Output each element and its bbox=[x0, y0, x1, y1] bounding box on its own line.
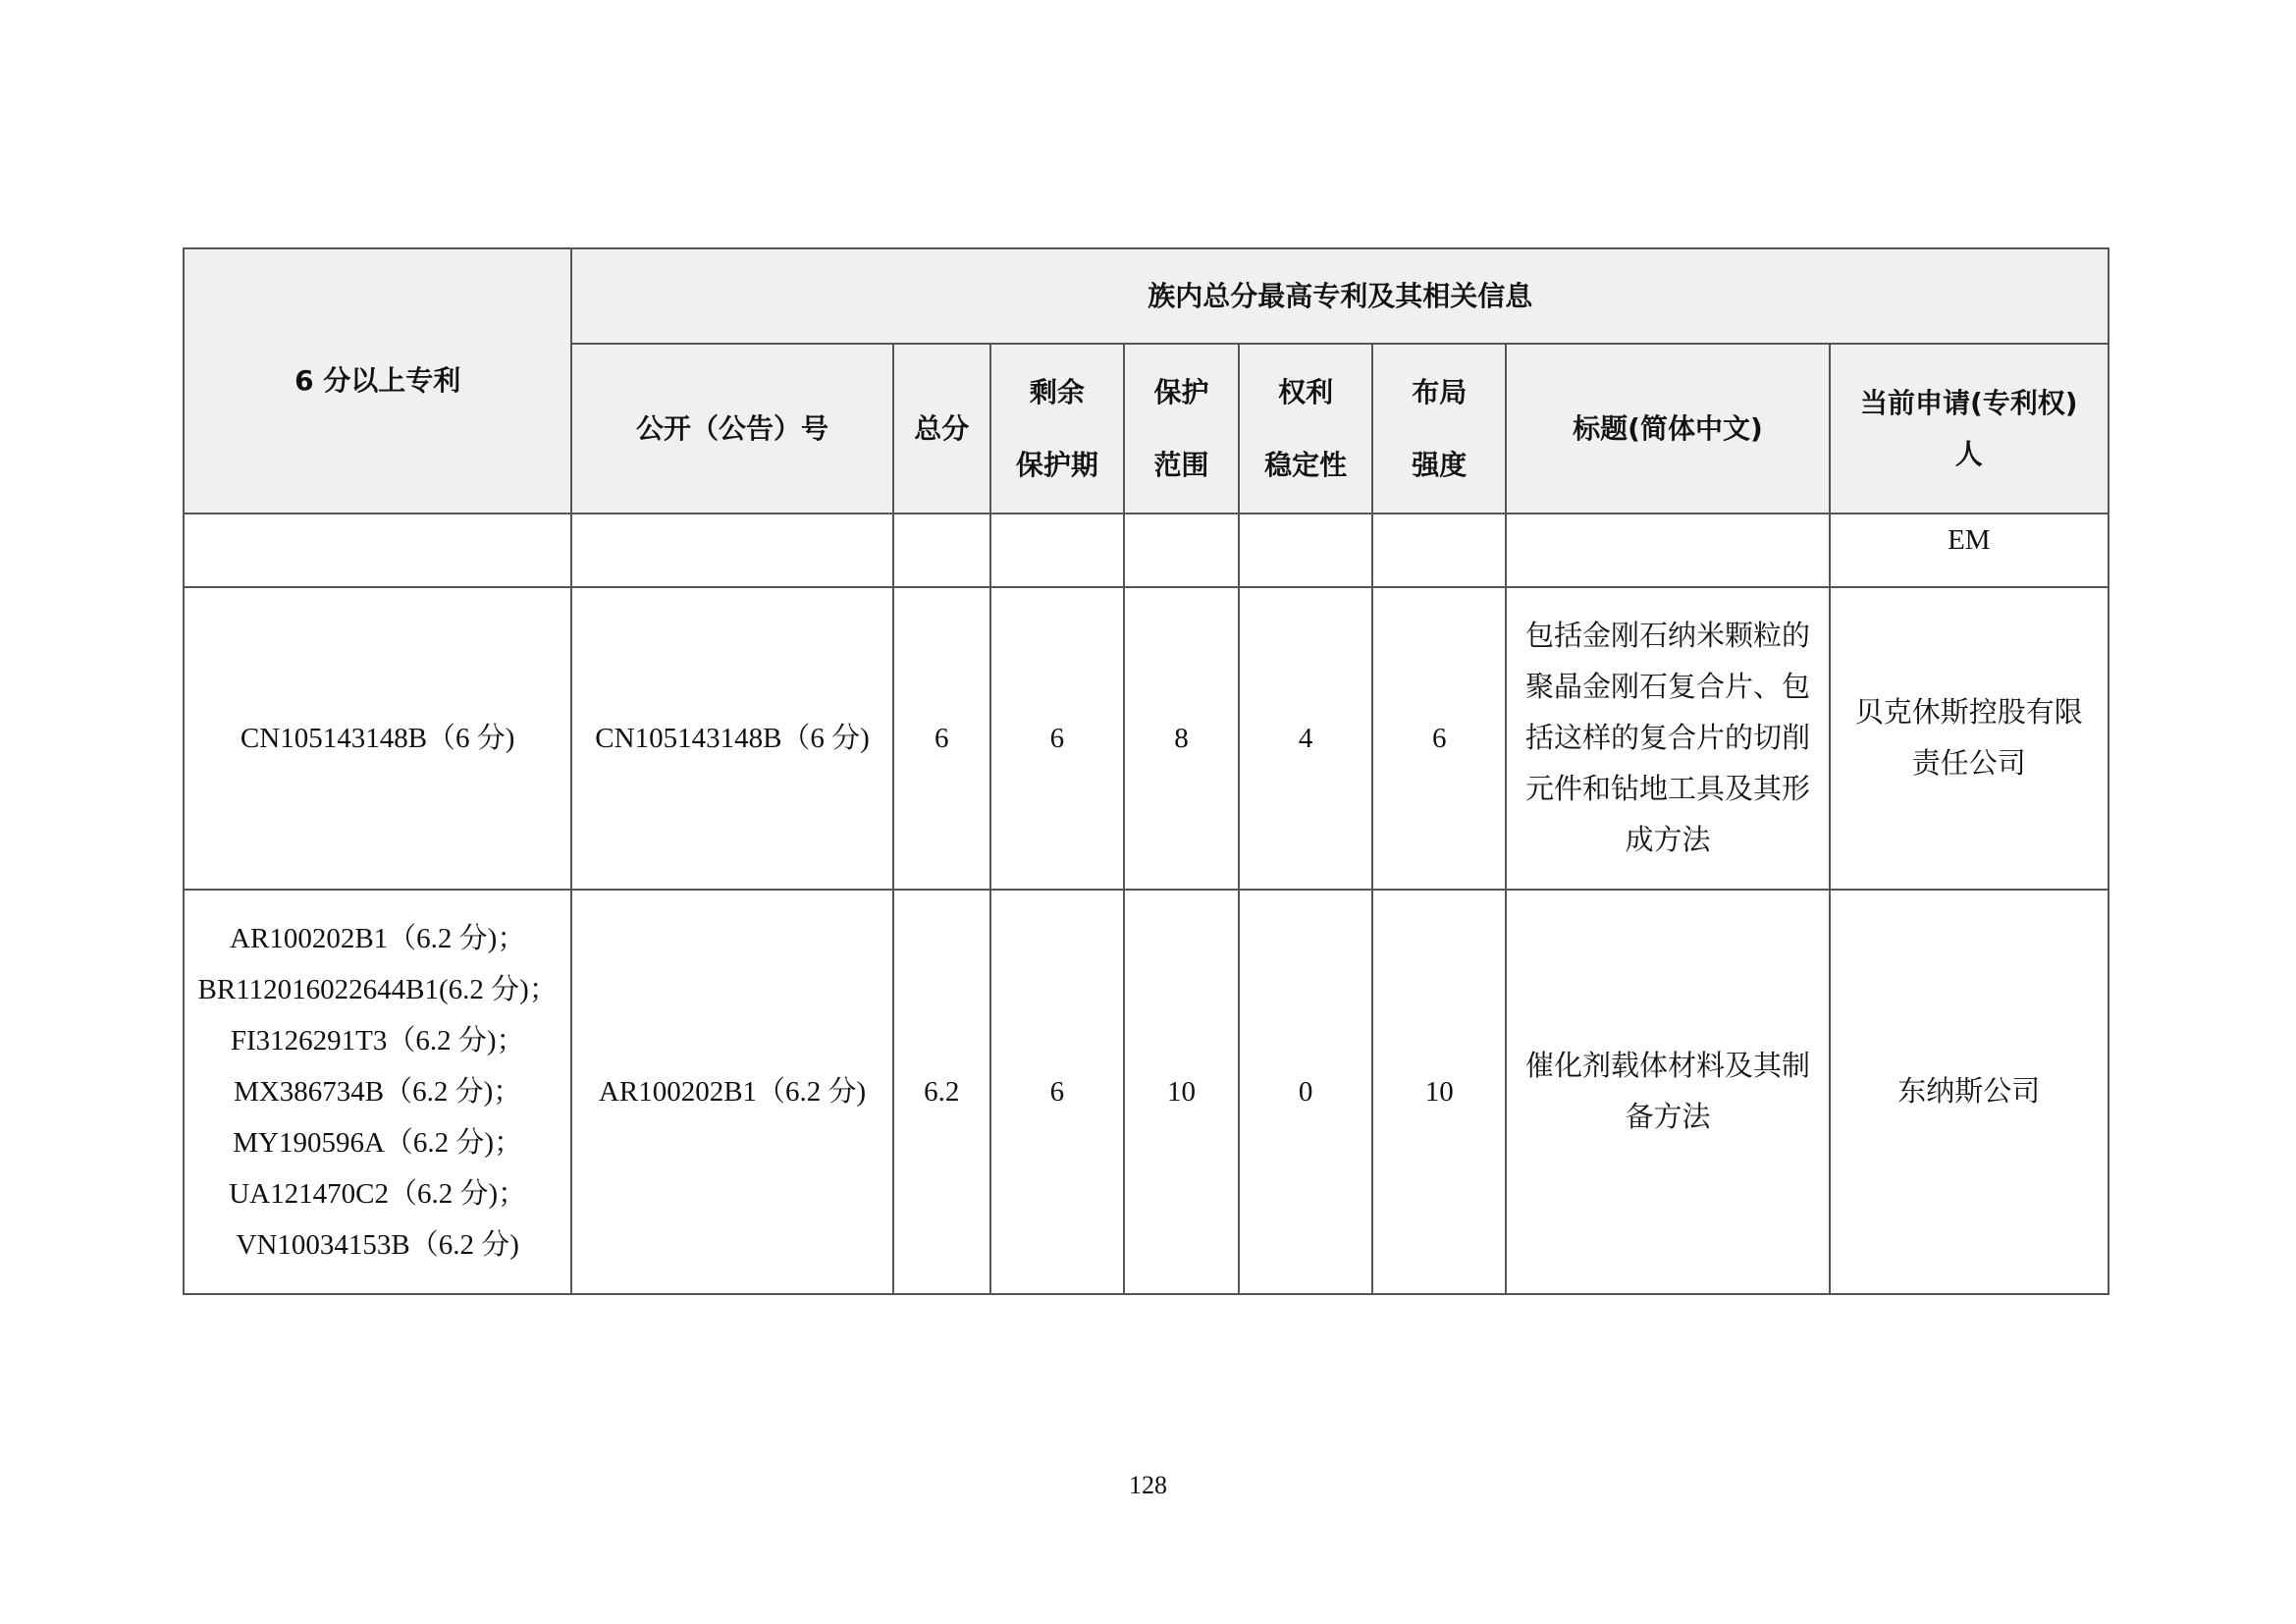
header-applicant-line-1: 当前申请(专利权) bbox=[1860, 386, 2078, 419]
cell-scope bbox=[1124, 514, 1239, 587]
cell-patents bbox=[184, 514, 571, 587]
cell-stability: 4 bbox=[1239, 587, 1372, 890]
cell-title-line-2: 聚晶金刚石复合片、包 bbox=[1524, 672, 1810, 703]
cell-title bbox=[1506, 514, 1829, 587]
header-layout bbox=[1372, 344, 1506, 514]
cell-applicant bbox=[1830, 514, 2109, 587]
header-stability-line-2: 稳定性 bbox=[1264, 448, 1348, 481]
cell-title-line-4: 元件和钻地工具及其形 bbox=[1524, 774, 1810, 805]
table-row bbox=[184, 514, 2109, 587]
cell-applicant bbox=[1830, 587, 2109, 890]
cell-patents-line-7: VN10034153B（6.2 分) bbox=[236, 1229, 519, 1261]
header-layout-line-1: 布局 bbox=[1412, 375, 1468, 408]
header-scope bbox=[1124, 344, 1239, 514]
cell-patents-line-3: FI3126291T3（6.2 分)； bbox=[230, 1025, 525, 1056]
cell-remaining: 6 bbox=[990, 587, 1124, 890]
cell-pub-no: CN105143148B（6 分) bbox=[571, 587, 892, 890]
cell-stability: 0 bbox=[1239, 890, 1372, 1294]
cell-title-line-1: 催化剂载体材料及其制 bbox=[1524, 1051, 1810, 1082]
cell-layout: 10 bbox=[1372, 890, 1506, 1294]
cell-total bbox=[893, 514, 990, 587]
cell-title-line-2: 备方法 bbox=[1625, 1102, 1711, 1133]
page-number: 128 bbox=[1129, 1471, 1167, 1499]
cell-scope: 8 bbox=[1124, 587, 1239, 890]
cell-total: 6.2 bbox=[893, 890, 990, 1294]
header-applicant bbox=[1830, 344, 2109, 514]
header-row-1 bbox=[184, 248, 2109, 344]
header-group-title: 族内总分最高专利及其相关信息 bbox=[571, 248, 2109, 344]
header-scope-line-2: 范围 bbox=[1153, 448, 1209, 481]
cell-patents-line-1: CN105143148B（6 分) bbox=[240, 723, 515, 754]
cell-title bbox=[1506, 890, 1829, 1294]
cell-applicant-line-1: 东纳斯公司 bbox=[1897, 1076, 2041, 1108]
cell-layout bbox=[1372, 514, 1506, 587]
cell-title-line-5: 成方法 bbox=[1625, 825, 1711, 856]
cell-patents-line-2: BR112016022644B1(6.2 分)； bbox=[197, 974, 558, 1005]
header-patents: 6 分以上专利 bbox=[184, 248, 571, 514]
cell-applicant-line-1: EM bbox=[1948, 524, 1991, 556]
cell-patents-line-1: AR100202B1（6.2 分)； bbox=[230, 923, 526, 954]
cell-patents-line-5: MY190596A（6.2 分)； bbox=[233, 1127, 523, 1159]
table-row bbox=[184, 890, 2109, 1294]
cell-remaining bbox=[990, 514, 1124, 587]
header-layout-line-2: 强度 bbox=[1412, 448, 1468, 481]
cell-patents-line-6: UA121470C2（6.2 分)； bbox=[229, 1178, 527, 1210]
cell-pub-no: AR100202B1（6.2 分) bbox=[571, 890, 892, 1294]
cell-applicant-line-2: 责任公司 bbox=[1911, 748, 2026, 780]
header-applicant-line-2: 人 bbox=[1954, 437, 1983, 470]
cell-title-line-1: 包括金刚石纳米颗粒的 bbox=[1524, 621, 1810, 652]
cell-layout: 6 bbox=[1372, 587, 1506, 890]
header-remaining-line-1: 剩余 bbox=[1029, 375, 1085, 408]
cell-patents bbox=[184, 587, 571, 890]
cell-applicant bbox=[1830, 890, 2109, 1294]
cell-patents-line-4: MX386734B（6.2 分)； bbox=[234, 1076, 522, 1108]
cell-total: 6 bbox=[893, 587, 990, 890]
header-remaining-line-2: 保护期 bbox=[1015, 448, 1098, 481]
cell-title-line-3: 括这样的复合片的切削 bbox=[1524, 723, 1810, 754]
header-pub-no: 公开（公告）号 bbox=[571, 344, 892, 514]
cell-stability bbox=[1239, 514, 1372, 587]
header-remaining bbox=[990, 344, 1124, 514]
cell-title bbox=[1506, 587, 1829, 890]
header-total: 总分 bbox=[893, 344, 990, 514]
header-title: 标题(简体中文) bbox=[1506, 344, 1829, 514]
cell-applicant-line-1: 贝克休斯控股有限 bbox=[1854, 697, 2083, 729]
header-stability bbox=[1239, 344, 1372, 514]
patent-table bbox=[183, 247, 2109, 1295]
table-row bbox=[184, 587, 2109, 890]
cell-pub-no bbox=[571, 514, 892, 587]
cell-patents bbox=[184, 890, 571, 1294]
cell-remaining: 6 bbox=[990, 890, 1124, 1294]
header-stability-line-1: 权利 bbox=[1278, 375, 1334, 408]
cell-scope: 10 bbox=[1124, 890, 1239, 1294]
header-scope-line-1: 保护 bbox=[1153, 375, 1209, 408]
